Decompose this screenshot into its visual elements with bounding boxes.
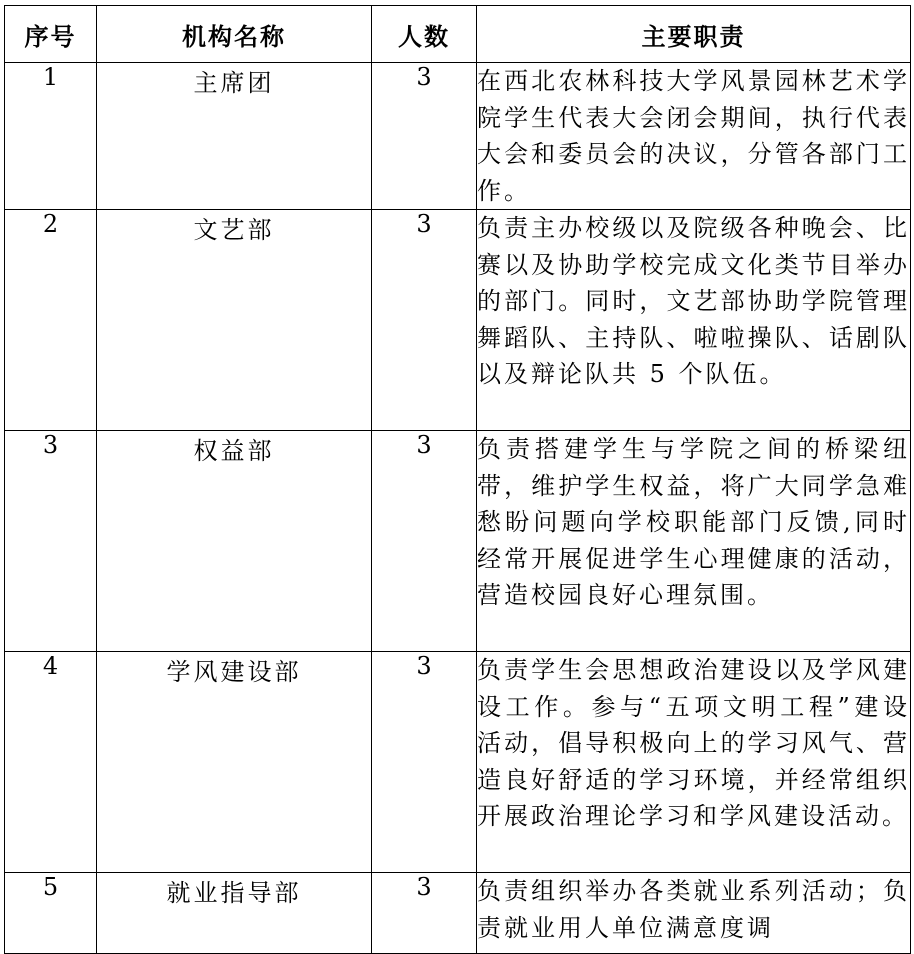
row-duty-cell — [477, 652, 911, 873]
row-name: 主席团 — [97, 63, 372, 210]
table-row — [5, 63, 911, 210]
table-row — [5, 652, 911, 873]
row-name: 权益部 — [97, 431, 372, 652]
row-index: 4 — [5, 652, 97, 873]
row-name: 就业指导部 — [97, 873, 372, 954]
header-row — [5, 6, 911, 63]
row-count: 3 — [372, 210, 477, 431]
row-index: 3 — [5, 431, 97, 652]
header-duty: 主要职责 — [477, 6, 911, 63]
row-count: 3 — [372, 63, 477, 210]
row-duty: 在西北农林科技大学风景园林艺术学院学生代表大会闭会期间，执行代表大会和委员会的决议，分管各部门工作。 — [477, 67, 910, 205]
row-index: 2 — [5, 210, 97, 431]
row-duty: 负责学生会思想政治建设以及学风建设工作。参与“五项文明工程”建设活动，倡导积极向上的学习风气、营造良好舒适的学习环境，并经常组织开展政治理论学习和学风建设活动。 — [477, 656, 910, 830]
row-index: 5 — [5, 873, 97, 954]
row-duty: 负责组织举办各类就业系列活动；负责就业用人单位满意度调 — [477, 877, 910, 942]
row-index: 1 — [5, 63, 97, 210]
row-duty-cell — [477, 210, 911, 431]
row-count: 3 — [372, 652, 477, 873]
row-count: 3 — [372, 431, 477, 652]
table-row — [5, 873, 911, 954]
row-duty: 负责搭建学生与学院之间的桥梁纽带，维护学生权益，将广大同学急难愁盼问题向学校职能部门反馈,同时经常开展促进学生心理健康的活动，营造校园良好心理氛围。 — [477, 435, 910, 609]
header-name: 机构名称 — [97, 6, 372, 63]
table-row — [5, 210, 911, 431]
row-name: 学风建设部 — [97, 652, 372, 873]
header-count: 人数 — [372, 6, 477, 63]
header-index: 序号 — [5, 6, 97, 63]
organization-table — [4, 5, 911, 954]
row-duty: 负责主办校级以及院级各种晚会、比赛以及协助学校完成文化类节目举办的部门。同时，文艺部协助学院管理舞蹈队、主持队、啦啦操队、话剧队以及辩论队共 5 个队伍。 — [477, 214, 910, 388]
row-name: 文艺部 — [97, 210, 372, 431]
row-duty-cell — [477, 873, 911, 954]
row-duty-cell — [477, 431, 911, 652]
row-count: 3 — [372, 873, 477, 954]
table-row — [5, 431, 911, 652]
row-duty-cell — [477, 63, 911, 210]
